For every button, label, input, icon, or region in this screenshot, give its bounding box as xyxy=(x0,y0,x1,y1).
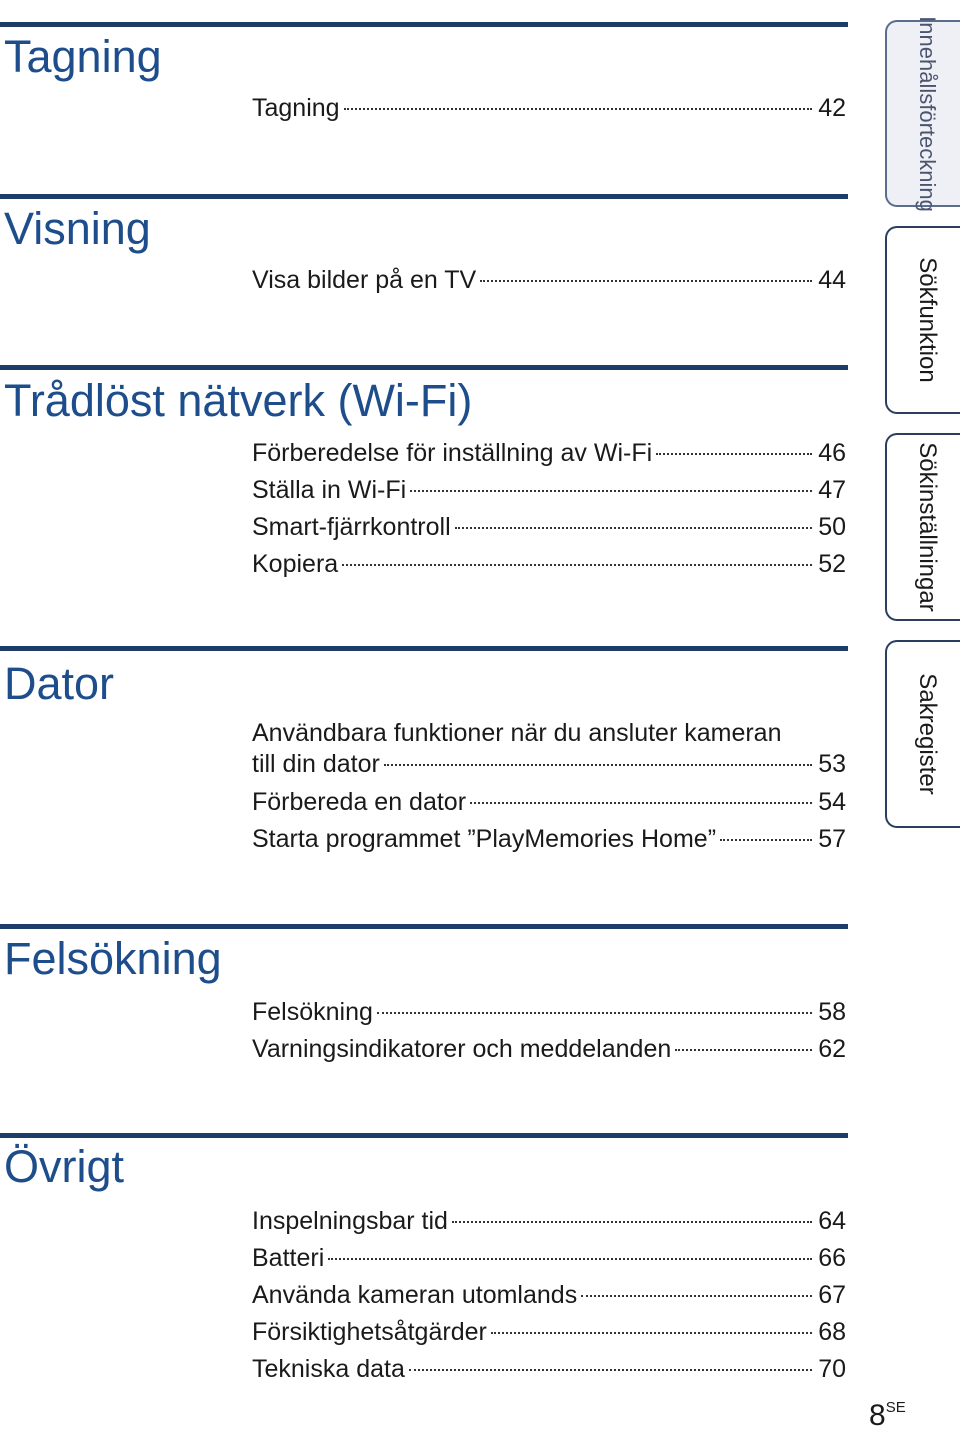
dot-leader xyxy=(455,525,813,529)
tab-label: Sakregister xyxy=(914,673,941,795)
section-rule xyxy=(0,646,848,651)
entry-page: 54 xyxy=(818,788,846,816)
entry-page: 70 xyxy=(818,1355,846,1383)
dot-leader xyxy=(675,1047,812,1051)
tab-label: Sökfunktion xyxy=(914,257,941,383)
toc-entry[interactable] xyxy=(252,1240,846,1277)
tab-sokinstallningar[interactable] xyxy=(885,433,960,621)
entry-page: 57 xyxy=(818,825,846,853)
toc-entry[interactable] xyxy=(252,1277,846,1314)
dot-leader xyxy=(344,106,813,110)
toc-entry[interactable] xyxy=(252,472,846,509)
entry-page: 50 xyxy=(818,513,846,541)
entry-label: Batteri xyxy=(252,1244,325,1272)
tab-label: Innehållsförteckning xyxy=(915,15,940,212)
entry-label: Inspelningsbar tid xyxy=(252,1207,448,1235)
dot-leader xyxy=(470,800,812,804)
tab-innehallsforteckning[interactable] xyxy=(885,15,960,212)
dot-leader xyxy=(452,1219,812,1223)
dot-leader xyxy=(328,1256,812,1260)
dot-leader xyxy=(410,488,812,492)
entry-label: Förberedelse för inställning av Wi-Fi xyxy=(252,439,653,467)
entry-label: Förbereda en dator xyxy=(252,788,467,816)
toc-entry[interactable] xyxy=(252,821,846,858)
entry-page: 46 xyxy=(818,439,846,467)
entry-page: 67 xyxy=(818,1281,846,1309)
entry-page: 62 xyxy=(818,1035,846,1063)
toc-entry[interactable] xyxy=(252,1031,846,1068)
page-number-suffix: SE xyxy=(885,1399,906,1416)
entry-label: Använda kameran utomlands xyxy=(252,1281,578,1309)
entry-label: Visa bilder på en TV xyxy=(252,266,477,294)
entry-page: 44 xyxy=(818,266,846,294)
dot-leader xyxy=(409,1367,812,1371)
section-title: Felsökning xyxy=(4,933,222,984)
dot-leader xyxy=(491,1330,812,1334)
entry-label: Starta programmet ”PlayMemories Home” xyxy=(252,825,717,853)
entry-label: Kopiera xyxy=(252,550,339,578)
section-title: Trådlöst nätverk (Wi-Fi) xyxy=(4,375,473,426)
toc-entry[interactable] xyxy=(252,718,846,780)
entry-label: Tagning xyxy=(252,94,340,122)
tab-label: Sökinställningar xyxy=(914,442,941,612)
toc-entry[interactable] xyxy=(252,435,846,472)
toc-entry[interactable] xyxy=(252,90,846,127)
entry-label: Ställa in Wi-Fi xyxy=(252,476,407,504)
section-rule xyxy=(0,194,848,199)
tab-sokfunktion[interactable] xyxy=(885,226,960,414)
dot-leader xyxy=(480,278,812,282)
section-rule xyxy=(0,924,848,929)
page-number-value: 8 xyxy=(869,1399,886,1432)
toc-entry[interactable] xyxy=(252,1203,846,1240)
section-title: Tagning xyxy=(4,31,162,82)
tab-sakregister[interactable] xyxy=(885,640,960,828)
dot-leader xyxy=(342,562,812,566)
toc-entry[interactable] xyxy=(252,1351,846,1388)
toc-entry[interactable] xyxy=(252,509,846,546)
entry-label: Tekniska data xyxy=(252,1355,405,1383)
entry-label-line1: Användbara funktioner när du ansluter kameran xyxy=(252,719,782,747)
entry-label: Felsökning xyxy=(252,998,373,1026)
section-rule xyxy=(0,22,848,27)
entry-page: 64 xyxy=(818,1207,846,1235)
entry-page: 42 xyxy=(818,94,846,122)
entry-page: 68 xyxy=(818,1318,846,1346)
section-title: Övrigt xyxy=(4,1141,125,1192)
entry-label: Varningsindikatorer och meddelanden xyxy=(252,1035,672,1063)
toc-entry[interactable] xyxy=(252,1314,846,1351)
dot-leader xyxy=(656,451,812,455)
toc-entry[interactable] xyxy=(252,784,846,821)
dot-leader xyxy=(581,1293,812,1297)
section-title: Visning xyxy=(4,203,151,254)
toc-entry[interactable] xyxy=(252,546,846,583)
entry-page: 47 xyxy=(818,476,846,504)
section-rule xyxy=(0,365,848,370)
entry-page: 52 xyxy=(818,550,846,578)
entry-label: Försiktighetsåtgärder xyxy=(252,1318,487,1346)
entry-label: Smart-fjärrkontroll xyxy=(252,513,451,541)
entry-page: 66 xyxy=(818,1244,846,1272)
section-rule xyxy=(0,1133,848,1138)
dot-leader xyxy=(720,837,812,841)
toc-entry[interactable] xyxy=(252,262,846,299)
entry-page: 58 xyxy=(818,998,846,1026)
entry-label-line2: till din dator xyxy=(252,750,380,778)
dot-leader xyxy=(377,1010,812,1014)
entry-page: 53 xyxy=(818,750,846,778)
dot-leader xyxy=(384,762,812,766)
section-title: Dator xyxy=(4,658,115,709)
toc-entry[interactable] xyxy=(252,994,846,1031)
page-number xyxy=(869,1400,906,1431)
